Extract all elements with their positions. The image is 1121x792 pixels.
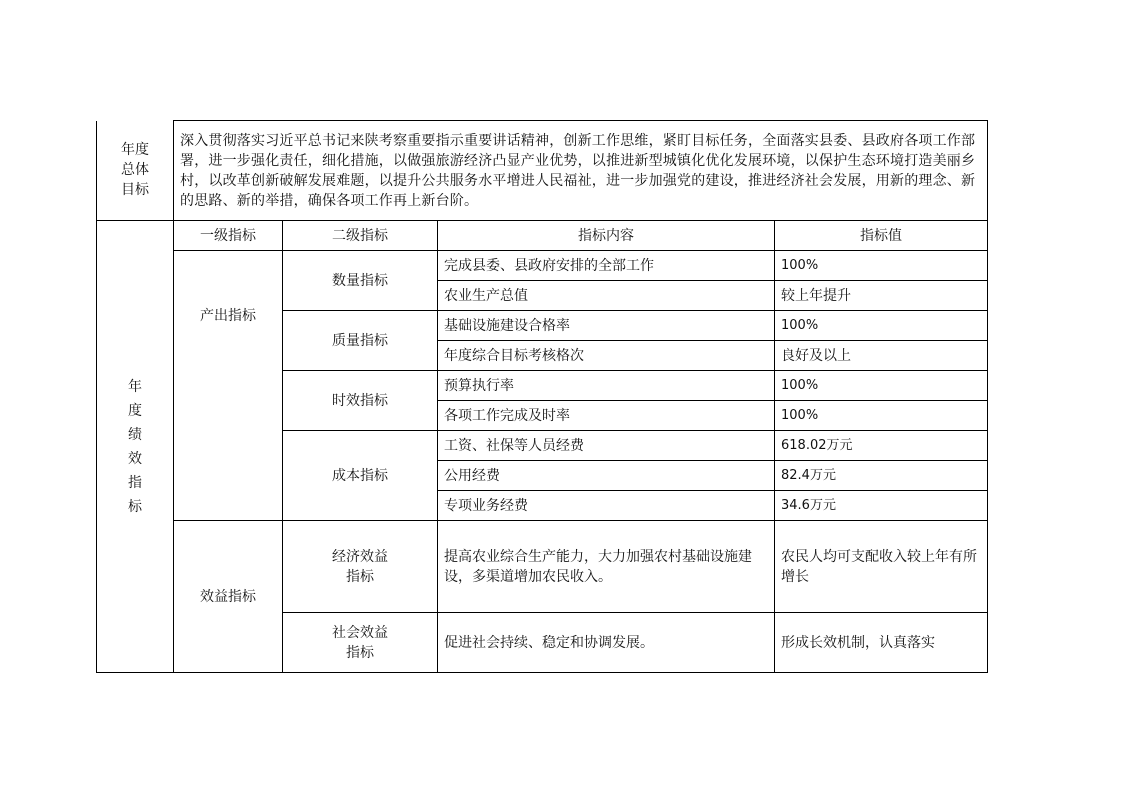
indicator-value: 100% bbox=[775, 251, 988, 281]
indicator-content: 基础设施建设合格率 bbox=[438, 311, 775, 341]
header-level1: 一级指标 bbox=[174, 221, 283, 251]
header-level2: 二级指标 bbox=[283, 221, 438, 251]
indicator-content: 提高农业综合生产能力，大力加强农村基础设施建设，多渠道增加农民收入。 bbox=[438, 521, 775, 613]
indicator-content: 工资、社保等人员经费 bbox=[438, 431, 775, 461]
header-row bbox=[97, 221, 988, 251]
indicator-content: 公用经费 bbox=[438, 461, 775, 491]
goal-text: 深入贯彻落实习近平总书记来陕考察重要指示重要讲话精神，创新工作思维，紧盯目标任务，全面落实县委、县政府各项工作部署，进一步强化责任，细化措施，以做强旅游经济凸显产业优势，以推进新型城镇化优化发展环境，以保护生态环境打造美丽乡村，以改革创新破解发展难题，以提升公共服务水平增进人民福祉，进一步加强党的建设，推进经济社会发展，用新的理念、新的思路、新的举措，确保各项工作再上新台阶。 bbox=[174, 121, 988, 221]
indicator-content: 年度综合目标考核格次 bbox=[438, 341, 775, 371]
indicator-value: 农民人均可支配收入较上年有所增长 bbox=[775, 521, 988, 613]
header-value: 指标值 bbox=[775, 221, 988, 251]
header-content: 指标内容 bbox=[438, 221, 775, 251]
table-row bbox=[97, 521, 988, 613]
timeliness-label: 时效指标 bbox=[283, 371, 438, 431]
indicator-value: 良好及以上 bbox=[775, 341, 988, 371]
indicator-value: 34.6万元 bbox=[775, 491, 988, 521]
indicator-value: 100% bbox=[775, 401, 988, 431]
indicator-content: 完成县委、县政府安排的全部工作 bbox=[438, 251, 775, 281]
indicator-value: 82.4万元 bbox=[775, 461, 988, 491]
indicator-value: 100% bbox=[775, 371, 988, 401]
indicator-value: 形成长效机制，认真落实 bbox=[775, 613, 988, 673]
indicator-value: 618.02万元 bbox=[775, 431, 988, 461]
output-label: 产出指标 bbox=[174, 251, 283, 521]
indicator-value: 较上年提升 bbox=[775, 281, 988, 311]
indicator-value: 100% bbox=[775, 311, 988, 341]
goal-row bbox=[97, 121, 988, 221]
quality-label: 质量指标 bbox=[283, 311, 438, 371]
indicator-content: 预算执行率 bbox=[438, 371, 775, 401]
cost-label: 成本指标 bbox=[283, 431, 438, 521]
indicator-content: 各项工作完成及时率 bbox=[438, 401, 775, 431]
indicator-content: 促进社会持续、稳定和协调发展。 bbox=[438, 613, 775, 673]
goal-label: 年度 总体 目标 bbox=[97, 121, 174, 221]
social-benefit-label: 社会效益 指标 bbox=[283, 613, 438, 673]
table-row bbox=[97, 251, 988, 281]
indicators-label: 年 度 绩 效 指 标 bbox=[97, 221, 174, 673]
quantity-label: 数量指标 bbox=[283, 251, 438, 311]
economic-benefit-label: 经济效益 指标 bbox=[283, 521, 438, 613]
benefit-label: 效益指标 bbox=[174, 521, 283, 673]
indicator-content: 专项业务经费 bbox=[438, 491, 775, 521]
performance-table bbox=[96, 120, 988, 673]
indicator-content: 农业生产总值 bbox=[438, 281, 775, 311]
